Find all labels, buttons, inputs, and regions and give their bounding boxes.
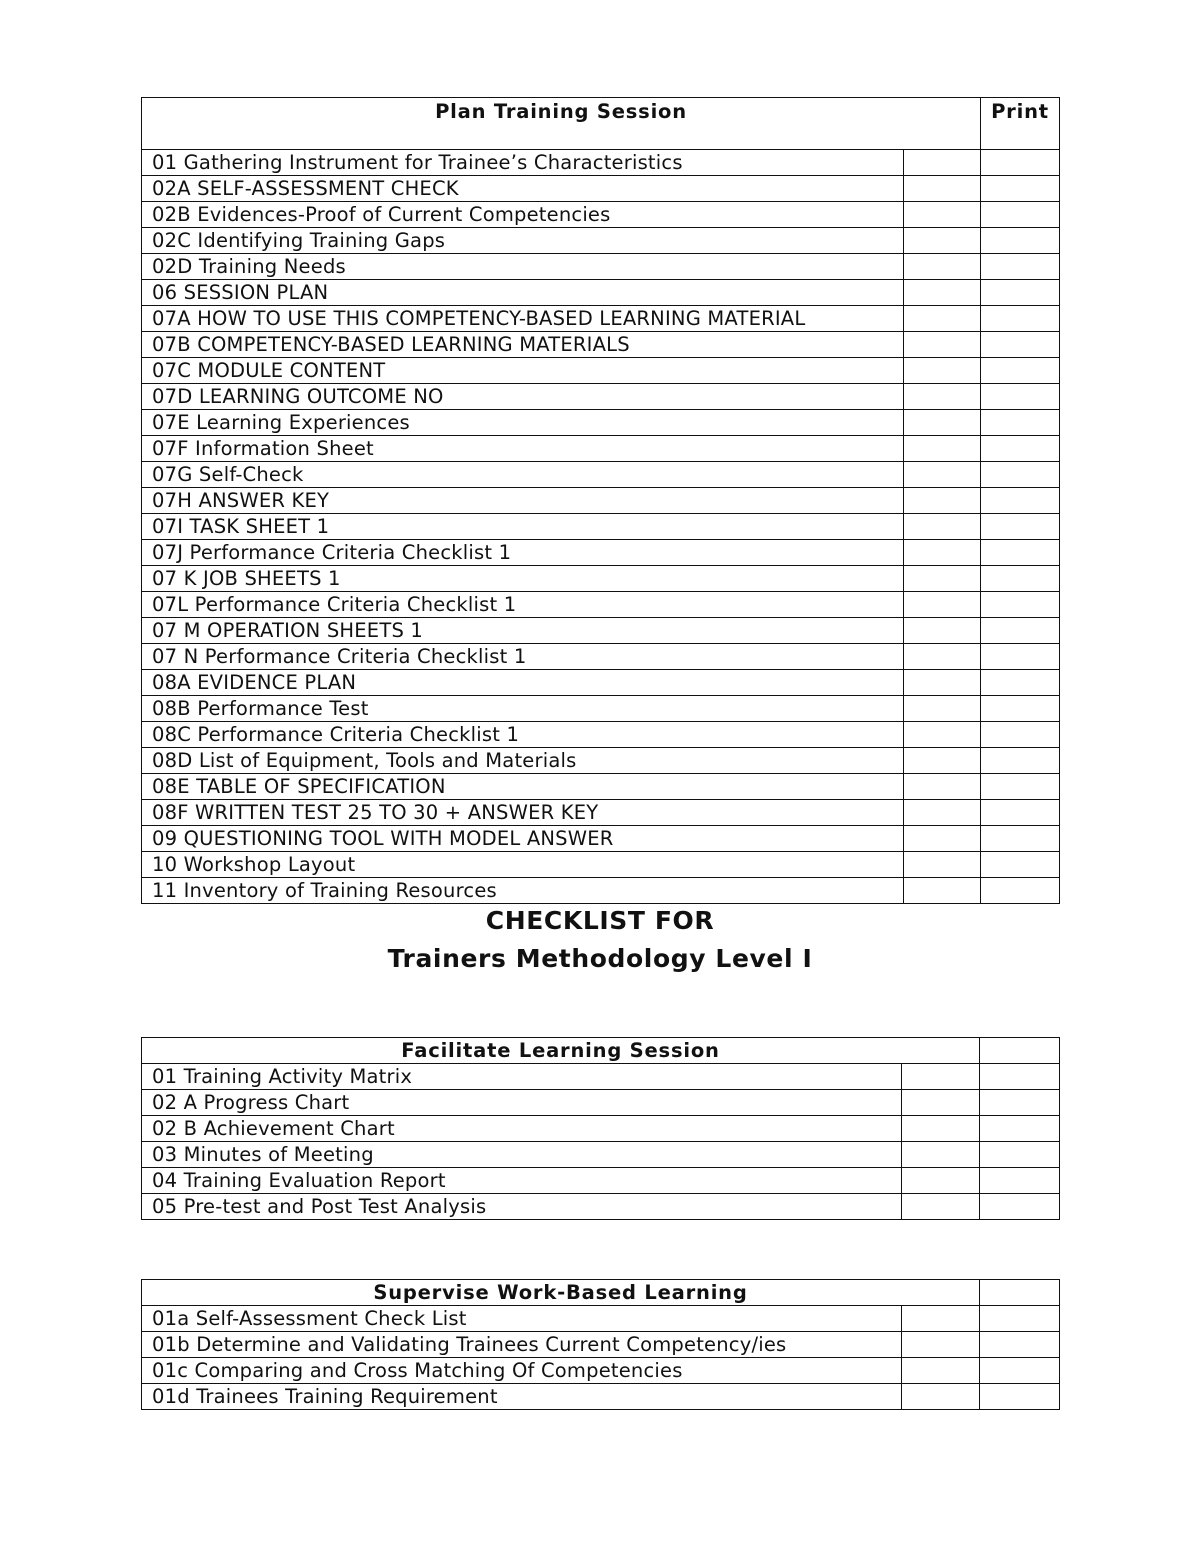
checklist-item-label: 07B COMPETENCY-BASED LEARNING MATERIALS (142, 332, 904, 358)
checklist-item-label: 01a Self-Assessment Check List (142, 1306, 902, 1332)
checklist-item-label: 07D LEARNING OUTCOME NO (142, 384, 904, 410)
table-row (142, 1168, 1060, 1194)
print-box-cell[interactable] (980, 1090, 1060, 1116)
print-box-cell[interactable] (981, 514, 1060, 540)
checklist-item-label: 08C Performance Criteria Checklist 1 (142, 722, 904, 748)
print-box-cell[interactable] (981, 462, 1060, 488)
print-box-cell[interactable] (981, 384, 1060, 410)
table-row (142, 592, 1060, 618)
print-box-cell[interactable] (980, 1358, 1060, 1384)
supervise-work-based-learning-table (141, 1279, 1060, 1410)
checklist-item-label: 07L Performance Criteria Checklist 1 (142, 592, 904, 618)
print-box-cell[interactable] (981, 358, 1060, 384)
print-box-cell[interactable] (981, 228, 1060, 254)
facilitate-learning-session-table (141, 1037, 1060, 1220)
table-row (142, 748, 1060, 774)
print-box-cell[interactable] (981, 592, 1060, 618)
table-row (142, 384, 1060, 410)
print-box-cell[interactable] (980, 1384, 1060, 1410)
table-header-row (142, 98, 1060, 150)
checklist-item-label: 03 Minutes of Meeting (142, 1142, 902, 1168)
check-box-cell[interactable] (902, 1358, 980, 1384)
checklist-item-label: 02C Identifying Training Gaps (142, 228, 904, 254)
table-row (142, 1358, 1060, 1384)
table-row (142, 150, 1060, 176)
table-row (142, 1116, 1060, 1142)
table-row (142, 358, 1060, 384)
check-box-cell[interactable] (904, 540, 981, 566)
section-header: Facilitate Learning Session (142, 1038, 980, 1064)
plan-training-session-table (141, 97, 1060, 904)
print-box-cell[interactable] (981, 748, 1060, 774)
check-box-cell[interactable] (904, 644, 981, 670)
check-box-cell[interactable] (904, 254, 981, 280)
check-box-cell[interactable] (904, 462, 981, 488)
table-row (142, 306, 1060, 332)
checklist-item-label: 08D List of Equipment, Tools and Materials (142, 748, 904, 774)
table-row (142, 254, 1060, 280)
table-row (142, 1064, 1060, 1090)
page-subtitle: Trainers Methodology Level I (387, 944, 813, 973)
section-header: Supervise Work-Based Learning (142, 1280, 980, 1306)
table-header-row (142, 1280, 1060, 1306)
check-box-cell[interactable] (902, 1142, 980, 1168)
print-box-cell[interactable] (981, 852, 1060, 878)
page-title: CHECKLIST FOR (485, 906, 715, 935)
check-box-cell[interactable] (904, 566, 981, 592)
table-row (142, 826, 1060, 852)
checklist-item-label: 01b Determine and Validating Trainees Current Competency/ies (142, 1332, 902, 1358)
check-box-cell[interactable] (904, 176, 981, 202)
check-box-cell[interactable] (904, 150, 981, 176)
print-box-cell[interactable] (980, 1142, 1060, 1168)
check-box-cell[interactable] (902, 1384, 980, 1410)
section-header: Plan Training Session (142, 98, 981, 150)
table-row (142, 332, 1060, 358)
checklist-item-label: 07A HOW TO USE THIS COMPETENCY-BASED LEARNING MATERIAL (142, 306, 904, 332)
checklist-item-label: 07H ANSWER KEY (142, 488, 904, 514)
checklist-item-label: 01 Gathering Instrument for Trainee’s Characteristics (142, 150, 904, 176)
table-row (142, 670, 1060, 696)
print-box-cell[interactable] (981, 540, 1060, 566)
check-box-cell[interactable] (904, 618, 981, 644)
check-box-cell[interactable] (904, 332, 981, 358)
print-box-cell[interactable] (980, 1064, 1060, 1090)
print-box-cell[interactable] (981, 722, 1060, 748)
check-box-cell[interactable] (904, 774, 981, 800)
check-box-cell[interactable] (904, 488, 981, 514)
check-box-cell[interactable] (904, 228, 981, 254)
check-box-cell[interactable] (904, 852, 981, 878)
checklist-item-label: 08B Performance Test (142, 696, 904, 722)
checklist-item-label: 09 QUESTIONING TOOL WITH MODEL ANSWER (142, 826, 904, 852)
print-box-cell[interactable] (981, 176, 1060, 202)
table-row (142, 1306, 1060, 1332)
checklist-item-label: 07 M OPERATION SHEETS 1 (142, 618, 904, 644)
print-box-cell[interactable] (981, 696, 1060, 722)
print-box-cell[interactable] (981, 774, 1060, 800)
checklist-item-label: 01d Trainees Training Requirement (142, 1384, 902, 1410)
checklist-item-label: 11 Inventory of Training Resources (142, 878, 904, 904)
print-box-cell[interactable] (980, 1168, 1060, 1194)
table-row (142, 852, 1060, 878)
table-row (142, 228, 1060, 254)
table-row (142, 280, 1060, 306)
check-box-cell[interactable] (902, 1168, 980, 1194)
table-row (142, 1384, 1060, 1410)
table-row (142, 436, 1060, 462)
print-box-cell[interactable] (981, 332, 1060, 358)
print-box-cell[interactable] (981, 826, 1060, 852)
print-box-cell[interactable] (980, 1306, 1060, 1332)
check-box-cell[interactable] (902, 1064, 980, 1090)
checklist-item-label: 07 K JOB SHEETS 1 (142, 566, 904, 592)
checklist-item-label: 07J Performance Criteria Checklist 1 (142, 540, 904, 566)
table-row (142, 696, 1060, 722)
checklist-item-label: 08F WRITTEN TEST 25 TO 30 + ANSWER KEY (142, 800, 904, 826)
table-row (142, 514, 1060, 540)
print-box-cell[interactable] (981, 280, 1060, 306)
print-box-cell[interactable] (981, 644, 1060, 670)
check-box-cell[interactable] (902, 1090, 980, 1116)
check-box-cell[interactable] (904, 800, 981, 826)
checklist-item-label: 02 A Progress Chart (142, 1090, 902, 1116)
checklist-item-label: 07E Learning Experiences (142, 410, 904, 436)
print-box-cell[interactable] (981, 488, 1060, 514)
checklist-item-label: 10 Workshop Layout (142, 852, 904, 878)
check-box-cell[interactable] (904, 592, 981, 618)
check-box-cell[interactable] (904, 410, 981, 436)
check-box-cell[interactable] (904, 306, 981, 332)
table-row (142, 722, 1060, 748)
table-row (142, 566, 1060, 592)
print-box-cell[interactable] (981, 618, 1060, 644)
table-row (142, 488, 1060, 514)
check-box-cell[interactable] (902, 1116, 980, 1142)
checklist-item-label: 05 Pre-test and Post Test Analysis (142, 1194, 902, 1220)
check-box-cell[interactable] (904, 358, 981, 384)
table-header-row (142, 1038, 1060, 1064)
checklist-item-label: 08E TABLE OF SPECIFICATION (142, 774, 904, 800)
table-row (142, 1090, 1060, 1116)
table-row (142, 540, 1060, 566)
table-row (142, 1142, 1060, 1168)
table-row (142, 618, 1060, 644)
check-box-cell[interactable] (904, 722, 981, 748)
print-box-cell[interactable] (981, 800, 1060, 826)
table-row (142, 1332, 1060, 1358)
table-row (142, 774, 1060, 800)
table-row (142, 410, 1060, 436)
check-box-cell[interactable] (904, 826, 981, 852)
table-row (142, 202, 1060, 228)
checklist-item-label: 07F Information Sheet (142, 436, 904, 462)
check-box-cell[interactable] (902, 1332, 980, 1358)
table-row (142, 462, 1060, 488)
table-row (142, 878, 1060, 904)
checklist-item-label: 04 Training Evaluation Report (142, 1168, 902, 1194)
check-box-cell[interactable] (904, 696, 981, 722)
table-row (142, 176, 1060, 202)
checklist-item-label: 07C MODULE CONTENT (142, 358, 904, 384)
print-box-cell[interactable] (981, 566, 1060, 592)
check-box-cell[interactable] (904, 202, 981, 228)
print-box-cell[interactable] (981, 878, 1060, 904)
check-box-cell[interactable] (904, 878, 981, 904)
print-box-cell[interactable] (980, 1194, 1060, 1220)
checklist-item-label: 02A SELF-ASSESSMENT CHECK (142, 176, 904, 202)
check-box-cell[interactable] (904, 748, 981, 774)
checklist-item-label: 08A EVIDENCE PLAN (142, 670, 904, 696)
print-box-cell[interactable] (981, 436, 1060, 462)
table-row (142, 644, 1060, 670)
checklist-item-label: 02 B Achievement Chart (142, 1116, 902, 1142)
print-box-cell[interactable] (981, 150, 1060, 176)
checklist-item-label: 01 Training Activity Matrix (142, 1064, 902, 1090)
checklist-item-label: 02D Training Needs (142, 254, 904, 280)
check-box-cell[interactable] (904, 436, 981, 462)
print-box-cell[interactable] (981, 670, 1060, 696)
checkbox-cell[interactable] (980, 1280, 1060, 1306)
check-box-cell[interactable] (904, 670, 981, 696)
checklist-item-label: 01c Comparing and Cross Matching Of Competencies (142, 1358, 902, 1384)
print-box-cell[interactable] (981, 254, 1060, 280)
print-box-cell[interactable] (981, 410, 1060, 436)
print-box-cell[interactable] (981, 202, 1060, 228)
print-column-header: Print (981, 98, 1060, 150)
print-box-cell[interactable] (980, 1116, 1060, 1142)
checklist-item-label: 07 N Performance Criteria Checklist 1 (142, 644, 904, 670)
check-box-cell[interactable] (902, 1306, 980, 1332)
check-box-cell[interactable] (904, 514, 981, 540)
checklist-item-label: 07G Self-Check (142, 462, 904, 488)
print-box-cell[interactable] (980, 1332, 1060, 1358)
print-box-cell[interactable] (981, 306, 1060, 332)
check-box-cell[interactable] (904, 280, 981, 306)
check-box-cell[interactable] (904, 384, 981, 410)
table-row (142, 800, 1060, 826)
check-box-cell[interactable] (902, 1194, 980, 1220)
checklist-item-label: 07I TASK SHEET 1 (142, 514, 904, 540)
checklist-item-label: 06 SESSION PLAN (142, 280, 904, 306)
checklist-item-label: 02B Evidences-Proof of Current Competencies (142, 202, 904, 228)
checkbox-cell[interactable] (980, 1038, 1060, 1064)
table-row (142, 1194, 1060, 1220)
